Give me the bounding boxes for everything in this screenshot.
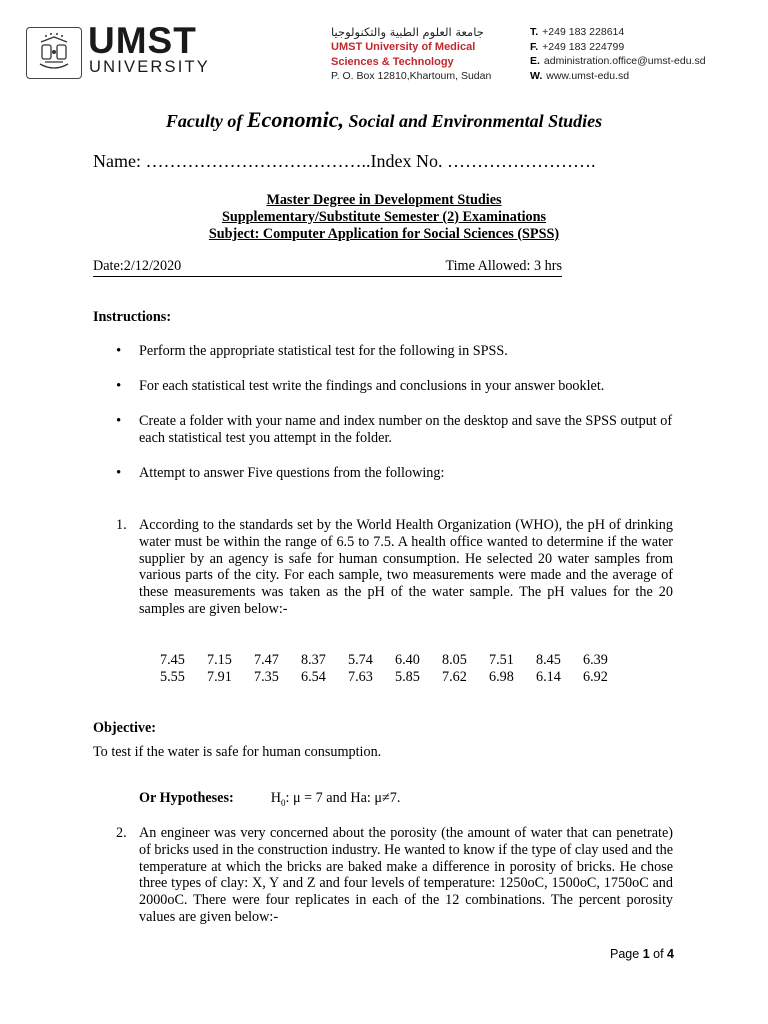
question-text: An engineer was very concerned about the porosity (the amount of water that can penetrate) of bricks used in the construction industry. He wanted to know if the type of clay used and the temperature at which the bricks are baked make a difference in porosity of bricks. He chose three types of clay: X, Y and Z and four levels of temperature: 1250oC, 1500oC, 1750oC and 2000oC. There were four replicates in each of the 12 combinations. The percent porosity values are given below:- — [139, 825, 673, 925]
table-row — [160, 652, 630, 669]
university-logo — [26, 27, 82, 79]
institution-name-line1: UMST University of Medical — [331, 41, 476, 53]
faculty-title: Faculty of Economic, Social and Environmental Studies — [165, 107, 603, 132]
instructions-list — [116, 343, 676, 482]
ph-cell: 7.91 — [207, 669, 232, 685]
objective-text: To test if the water is safe for human consumption. — [93, 744, 382, 760]
institution-name-line2: Sciences & Technology — [331, 56, 454, 68]
objective-heading: Objective: — [93, 720, 157, 736]
contact-website: W. www.umst-edu.sd — [530, 69, 630, 82]
exam-title: Supplementary/Substitute Semester (2) Examinations — [221, 208, 547, 225]
hypotheses-line — [139, 790, 400, 812]
date-time-row — [93, 258, 562, 277]
contact-fax: F. +249 183 224799 — [530, 40, 625, 53]
ph-cell: 5.85 — [395, 669, 420, 685]
ph-cell: 7.35 — [254, 669, 279, 685]
ph-values-table — [160, 652, 630, 686]
brand-name: UMST — [88, 20, 197, 61]
h0-symbol: H — [270, 790, 281, 806]
program-title: Master Degree in Development Studies — [266, 192, 502, 208]
ph-cell: 6.14 — [536, 669, 561, 685]
ph-cell: 5.55 — [160, 669, 185, 685]
instruction-item: • Attempt to answer Five questions from the following: — [116, 465, 676, 482]
ph-cell: 7.51 — [489, 652, 514, 668]
logo-emblem-icon — [27, 28, 81, 78]
contact-email: E. administration.office@umst-edu.sd — [530, 55, 706, 68]
hypotheses-label: Or Hypotheses: — [139, 790, 234, 806]
question-1 — [116, 517, 673, 618]
ph-cell: 6.54 — [301, 669, 326, 685]
contact-phone: T. +249 183 228614 — [530, 26, 625, 38]
hypotheses-statement: : μ = 7 and Ha: μ≠7. — [285, 790, 401, 806]
ph-cell: 7.15 — [207, 652, 232, 668]
exam-date: Date:2/12/2020 — [93, 258, 182, 274]
ph-cell: 6.92 — [583, 669, 608, 685]
ph-cell: 7.63 — [348, 669, 373, 685]
institution-name — [331, 40, 475, 70]
exam-titles — [0, 192, 768, 242]
name-index-line: Name: ………………………………..Index No. ……………………. — [93, 151, 596, 171]
question-number: 1. — [116, 517, 127, 533]
contact-block — [530, 25, 706, 83]
ph-cell: 8.05 — [442, 652, 467, 668]
time-allowed: Time Allowed: 3 hrs — [445, 258, 562, 274]
question-number: 2. — [116, 825, 127, 841]
subject-title: Subject: Computer Application for Social Sciences (SPSS) — [208, 225, 560, 242]
h0-subscript: 0 — [280, 797, 286, 808]
instruction-item: • Create a folder with your name and index number on the desktop and save the SPSS output of each statistical test you attempt in the folder. — [116, 413, 676, 465]
instruction-item: • For each statistical test write the findings and conclusions in your answer booklet. — [116, 378, 676, 413]
ph-cell: 6.39 — [583, 652, 608, 668]
ph-cell: 6.98 — [489, 669, 514, 685]
ph-cell: 7.47 — [254, 652, 279, 668]
ph-cell: 8.45 — [536, 652, 561, 668]
ph-cell: 7.45 — [160, 652, 185, 668]
instruction-item: • Perform the appropriate statistical test for the following in SPSS. — [116, 343, 676, 378]
ph-cell: 6.40 — [395, 652, 420, 668]
page-number: Page 1 of 4 — [610, 947, 674, 961]
question-text: According to the standards set by the World Health Organization (WHO), the pH of drinking water must be within the range of 6.5 to 7.5. A health office wanted to determine if the water supplier by an agency is safe for human consumption. He selected 20 water samples from various parts of the city. For each sample, two measurements were made and the average of these measurements was taken as the pH of the water sample. The pH values for the 20 samples are given below:- — [139, 517, 673, 617]
question-2 — [116, 825, 673, 926]
table-row — [160, 669, 630, 686]
ph-cell: 8.37 — [301, 652, 326, 668]
brand-subtitle: UNIVERSITY — [89, 58, 211, 76]
institution-address: P. O. Box 12810,Khartoum, Sudan — [331, 70, 492, 82]
instructions-heading: Instructions: — [93, 309, 172, 325]
ph-cell: 7.62 — [442, 669, 467, 685]
ph-cell: 5.74 — [348, 652, 373, 668]
arabic-institution-name: جامعة العلوم الطبية والتكنولوجيا — [331, 25, 484, 39]
